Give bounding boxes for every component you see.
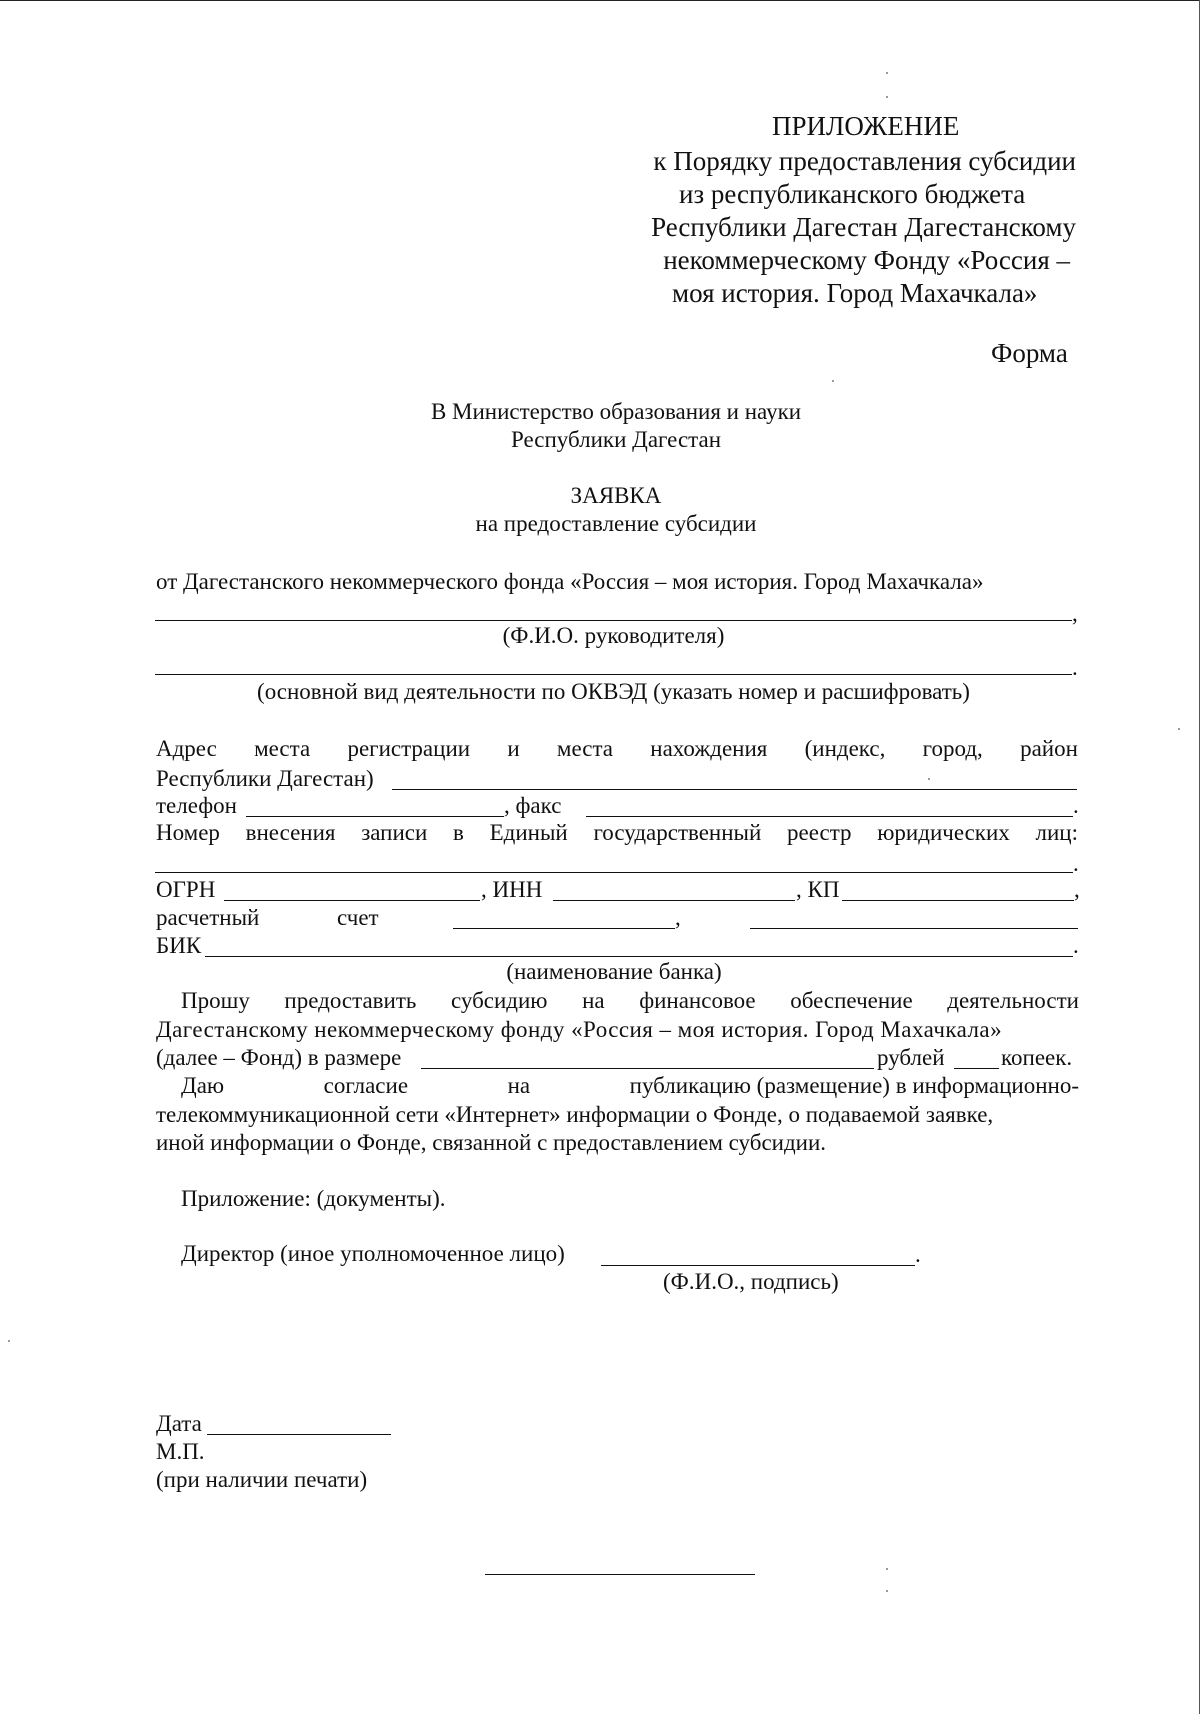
registry-line xyxy=(156,820,1078,846)
scan-speck xyxy=(886,72,888,74)
seal-note: (при наличии печати) xyxy=(156,1467,368,1492)
amount-rubles-field[interactable] xyxy=(421,1068,874,1069)
account-label-2: счет xyxy=(337,905,379,930)
registry-number-field[interactable] xyxy=(155,872,1073,873)
kpp-field[interactable] xyxy=(842,900,1074,901)
registry-word: внесения xyxy=(245,820,336,845)
amount-kopecks-field[interactable] xyxy=(954,1068,999,1069)
request-word: обеспечение xyxy=(790,988,913,1013)
scan-speck xyxy=(832,380,834,382)
attachments-label: Приложение: (документы). xyxy=(181,1186,446,1211)
registry-word: юридических xyxy=(877,820,1010,845)
address-line-2-label: Республики Дагестан) xyxy=(156,766,374,791)
consent-line-2: телекоммуникационной сети «Интернет» информации о Фонде, о подаваемой заявке, xyxy=(156,1102,994,1127)
head-fio-caption: (Ф.И.О. руководителя) xyxy=(502,623,725,648)
head-fio-field[interactable] xyxy=(155,620,1072,621)
scan-speck xyxy=(8,1340,10,1342)
annex-line-5: моя история. Город Махачкала» xyxy=(672,278,1038,308)
request-word: предоставить xyxy=(284,988,417,1013)
request-word: субсидию xyxy=(450,988,548,1013)
annex-line-3: Республики Дагестан Дагестанскому xyxy=(651,212,1076,242)
signature-caption: (Ф.И.О., подпись) xyxy=(663,1269,839,1294)
registry-word: записи xyxy=(361,820,428,845)
form-label: Форма xyxy=(991,338,1068,368)
annex-line-2: из республиканского бюджета xyxy=(679,179,1026,209)
address-word: нахождения xyxy=(650,736,768,761)
registry-word: лиц: xyxy=(1035,820,1078,845)
bik-bank-field[interactable] xyxy=(205,956,1073,957)
address-word: Адрес xyxy=(156,736,217,761)
account-label-1: расчетный xyxy=(156,905,260,930)
comma: , xyxy=(1072,601,1078,626)
addressee-line-1: В Министерство образования и науки xyxy=(430,399,802,424)
consent-line-1 xyxy=(181,1073,1079,1099)
request-word: Прошу xyxy=(181,988,250,1013)
address-word: (индекс, xyxy=(804,736,886,761)
fax-label: , факс xyxy=(504,793,562,818)
address-word: места xyxy=(556,736,614,761)
consent-word: на xyxy=(507,1073,531,1098)
ogrn-field[interactable] xyxy=(224,900,480,901)
request-word: финансовое xyxy=(639,988,756,1013)
registry-word: Единый xyxy=(489,820,568,845)
consent-word: публикацию (размещение) в информационно- xyxy=(629,1073,1079,1098)
comma: , xyxy=(675,905,681,930)
address-word: и xyxy=(507,736,520,761)
period: . xyxy=(1073,793,1079,818)
inn-field[interactable] xyxy=(553,900,795,901)
correspondent-account-field[interactable] xyxy=(750,928,1078,929)
scan-speck xyxy=(886,96,888,98)
phone-label: телефон xyxy=(156,793,237,818)
registry-word: Номер xyxy=(156,820,220,845)
date-field[interactable] xyxy=(207,1434,391,1435)
document-title: ЗАЯВКА xyxy=(570,483,662,508)
document-subtitle: на предоставление субсидии xyxy=(475,511,757,536)
annex-title: ПРИЛОЖЕНИЕ xyxy=(772,111,960,141)
consent-word: Даю xyxy=(181,1073,225,1098)
kpp-label: , КП xyxy=(796,877,840,902)
date-label: Дата xyxy=(156,1411,202,1436)
scan-speck xyxy=(886,1568,888,1570)
signature-label: Директор (иное уполномоченное лицо) xyxy=(181,1241,565,1266)
address-word: регистрации xyxy=(347,736,471,761)
fax-field[interactable] xyxy=(586,816,1073,817)
closing-rule xyxy=(485,1574,755,1575)
request-line-2: Дагестанскому некоммерческому фонду «Россия – моя история. Город Махачкала» xyxy=(156,1017,1003,1042)
request-word: деятельности xyxy=(947,988,1079,1013)
consent-word: согласие xyxy=(323,1073,409,1098)
registry-word: в xyxy=(453,820,464,845)
address-line-1 xyxy=(156,736,1078,762)
scan-border-top xyxy=(0,0,1200,1)
registry-word: реестр xyxy=(787,820,852,845)
seal-label: М.П. xyxy=(156,1439,205,1464)
comma: , xyxy=(1074,877,1080,902)
amount-label: (далее – Фонд) в размере xyxy=(156,1045,402,1070)
scan-speck xyxy=(928,778,930,780)
inn-label: , ИНН xyxy=(481,877,543,902)
phone-field[interactable] xyxy=(246,816,504,817)
address-word: район xyxy=(1020,736,1078,761)
addressee-line-2: Республики Дагестан xyxy=(511,427,721,452)
period: . xyxy=(1072,655,1078,680)
okved-caption: (основной вид деятельности по ОКВЭД (указать номер и расшифровать) xyxy=(257,679,970,704)
account-field[interactable] xyxy=(453,928,675,929)
applicant-line: от Дагестанского некоммерческого фонда «Россия – моя история. Город Махачкала» xyxy=(156,569,984,594)
bank-caption: (наименование банка) xyxy=(506,959,722,984)
ogrn-label: ОГРН xyxy=(156,877,216,902)
signature-field[interactable] xyxy=(601,1265,915,1266)
period: . xyxy=(915,1242,921,1267)
request-line-1 xyxy=(181,988,1079,1014)
consent-line-3: иной информации о Фонде, связанной с предоставлением субсидии. xyxy=(156,1130,827,1155)
period: . xyxy=(1073,933,1079,958)
scan-speck xyxy=(886,1590,888,1592)
request-word: на xyxy=(582,988,605,1013)
registry-word: государственный xyxy=(593,820,762,845)
annex-line-1: к Порядку предоставления субсидии xyxy=(653,146,1076,176)
annex-line-4: некоммерческому Фонду «Россия – xyxy=(663,245,1070,275)
scan-speck xyxy=(1178,728,1180,730)
address-field[interactable] xyxy=(392,789,1077,790)
rubles-label: рублей xyxy=(877,1045,945,1070)
address-word: места xyxy=(254,736,311,761)
period: . xyxy=(1073,851,1079,876)
kopecks-label: копеек. xyxy=(1001,1045,1073,1070)
address-word: город, xyxy=(922,736,983,761)
okved-field[interactable] xyxy=(155,674,1072,675)
bik-label: БИК xyxy=(156,933,202,958)
